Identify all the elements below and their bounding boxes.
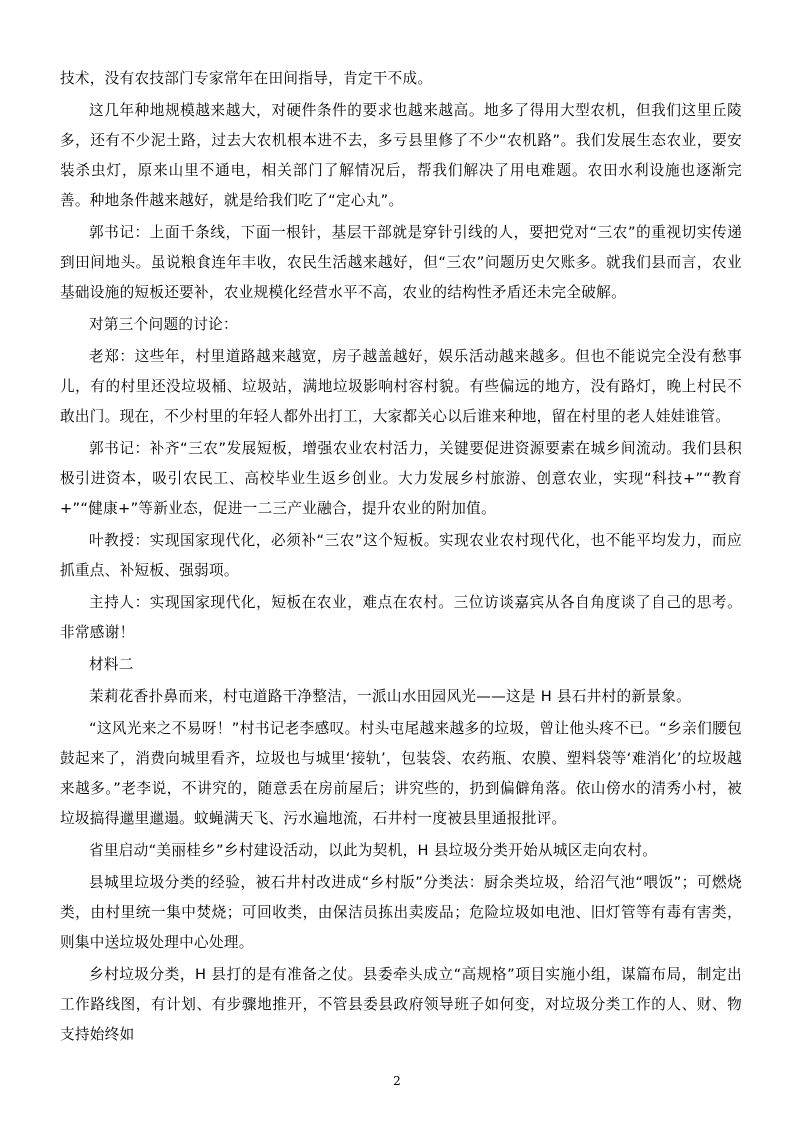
section-heading-material-two: 材料二 — [89, 656, 134, 673]
paragraph-professor-ye: 叶教授：实现国家现代化，必须补“三农”这个短板。实现农业农村现代化，也不能平均发力，而应抓重点、补短板、强弱项。 — [60, 532, 742, 579]
paragraph-rural-sorting-method: 县城里垃圾分类的经验，被石井村改进成“乡村版”分类法：厨余类垃圾，给沼气池“喂饭”；可燃烧类，由村里统一集中焚烧；可回收类，由保洁员拣出卖废品；危险垃圾如电池、旧灯管等有毒有害类，则集中送垃圾处理中心处理。 — [60, 874, 742, 951]
section-heading-third-question: 对第三个问题的讨论： — [89, 316, 238, 333]
paragraph-village-secretary-li: “这风光来之不易呀！”村书记老李感叹。村头屯尾越来越多的垃圾，曾让他头疼不已。“乡亲们腰包鼓起来了，消费向城里看齐，垃圾也与城里‘接轨’，包装袋、农药瓶、农膜、塑料袋等‘难消化’的垃圾越来越多。”老李说，不讲究的，随意丢在房前屋后；讲究些的，扔到偏僻角落。依山傍水的清秀小村，被垃圾搞得邋里邋遢。蚊蝇满天飞、污水遍地流，石井村一度被县里通报批评。 — [60, 720, 742, 827]
paragraph-lao-zheng: 老郑：这些年，村里道路越来越宽，房子越盖越好，娱乐活动越来越多。但也不能说完全没有愁事儿，有的村里还没垃圾桶、垃圾站，满地垃圾影响村容村貌。有些偏远的地方，没有路灯，晚上村民不敢出门。现在，不少村里的年轻人都外出打工，大家都关心以后谁来种地，留在村里的老人娃娃谁管。 — [60, 348, 742, 425]
paragraph-continued: 技术，没有农技部门专家常年在田间指导，肯定干不成。 — [60, 70, 433, 87]
page-number: 2 — [393, 1074, 401, 1088]
document-body — [60, 64, 742, 1052]
paragraph-host: 主持人：实现国家现代化，短板在农业，难点在农村。三位访谈嘉宾从各自角度谈了自己的思考。非常感谢！ — [60, 594, 742, 641]
paragraph-beautiful-guixiang: 省里启动“美丽桂乡”乡村建设活动，以此为契机，H 县垃圾分类开始从城区走向农村。 — [89, 842, 658, 859]
paragraph-farming-conditions: 这几年种地规模越来越大，对硬件条件的要求也越来越高。地多了得用大型农机，但我们这里丘陵多，还有不少泥土路，过去大农机根本进不去，多亏县里修了不少“农机路”。我们发展生态农业，要安装杀虫灯，原来山里不通电，相关部门了解情况后，帮我们解决了用电难题。农田水利设施也逐渐完善。种地条件越来越好，就是给我们吃了“定心丸”。 — [60, 102, 742, 209]
paragraph-secretary-guo-2: 郭书记：补齐“三农”发展短板，增强农业农村活力，关键要促进资源要素在城乡间流动。我们县积极引进资本，吸引农民工、高校毕业生返乡创业。大力发展乡村旅游、创意农业，实现“科技+”“教育+”“健康+”等新业态，促进一二三产业融合，提升农业的附加值。 — [60, 440, 742, 517]
paragraph-secretary-guo-1: 郭书记：上面千条线，下面一根针，基层干部就是穿针引线的人，要把党对“三农”的重视切实传递到田间地头。虽说粮食连年丰收，农民生活越来越好，但“三农”问题历史欠账多。就我们县而言，农业基础设施的短板还要补，农业规模化经营水平不高，农业的结构性矛盾还未完全破解。 — [60, 224, 742, 301]
paragraph-shijing-village: 茉莉花香扑鼻而来，村屯道路干净整洁，一派山水田园风光——这是 H 县石井村的新景象。 — [89, 688, 692, 705]
paragraph-county-preparation: 乡村垃圾分类，H 县打的是有准备之仗。县委牵头成立“高规格”项目实施小组，谋篇布局，制定出工作路线图，有计划、有步骤地推开，不管县委县政府领导班子如何变，对垃圾分类工作的人、财、物支持始终如 — [60, 966, 742, 1043]
